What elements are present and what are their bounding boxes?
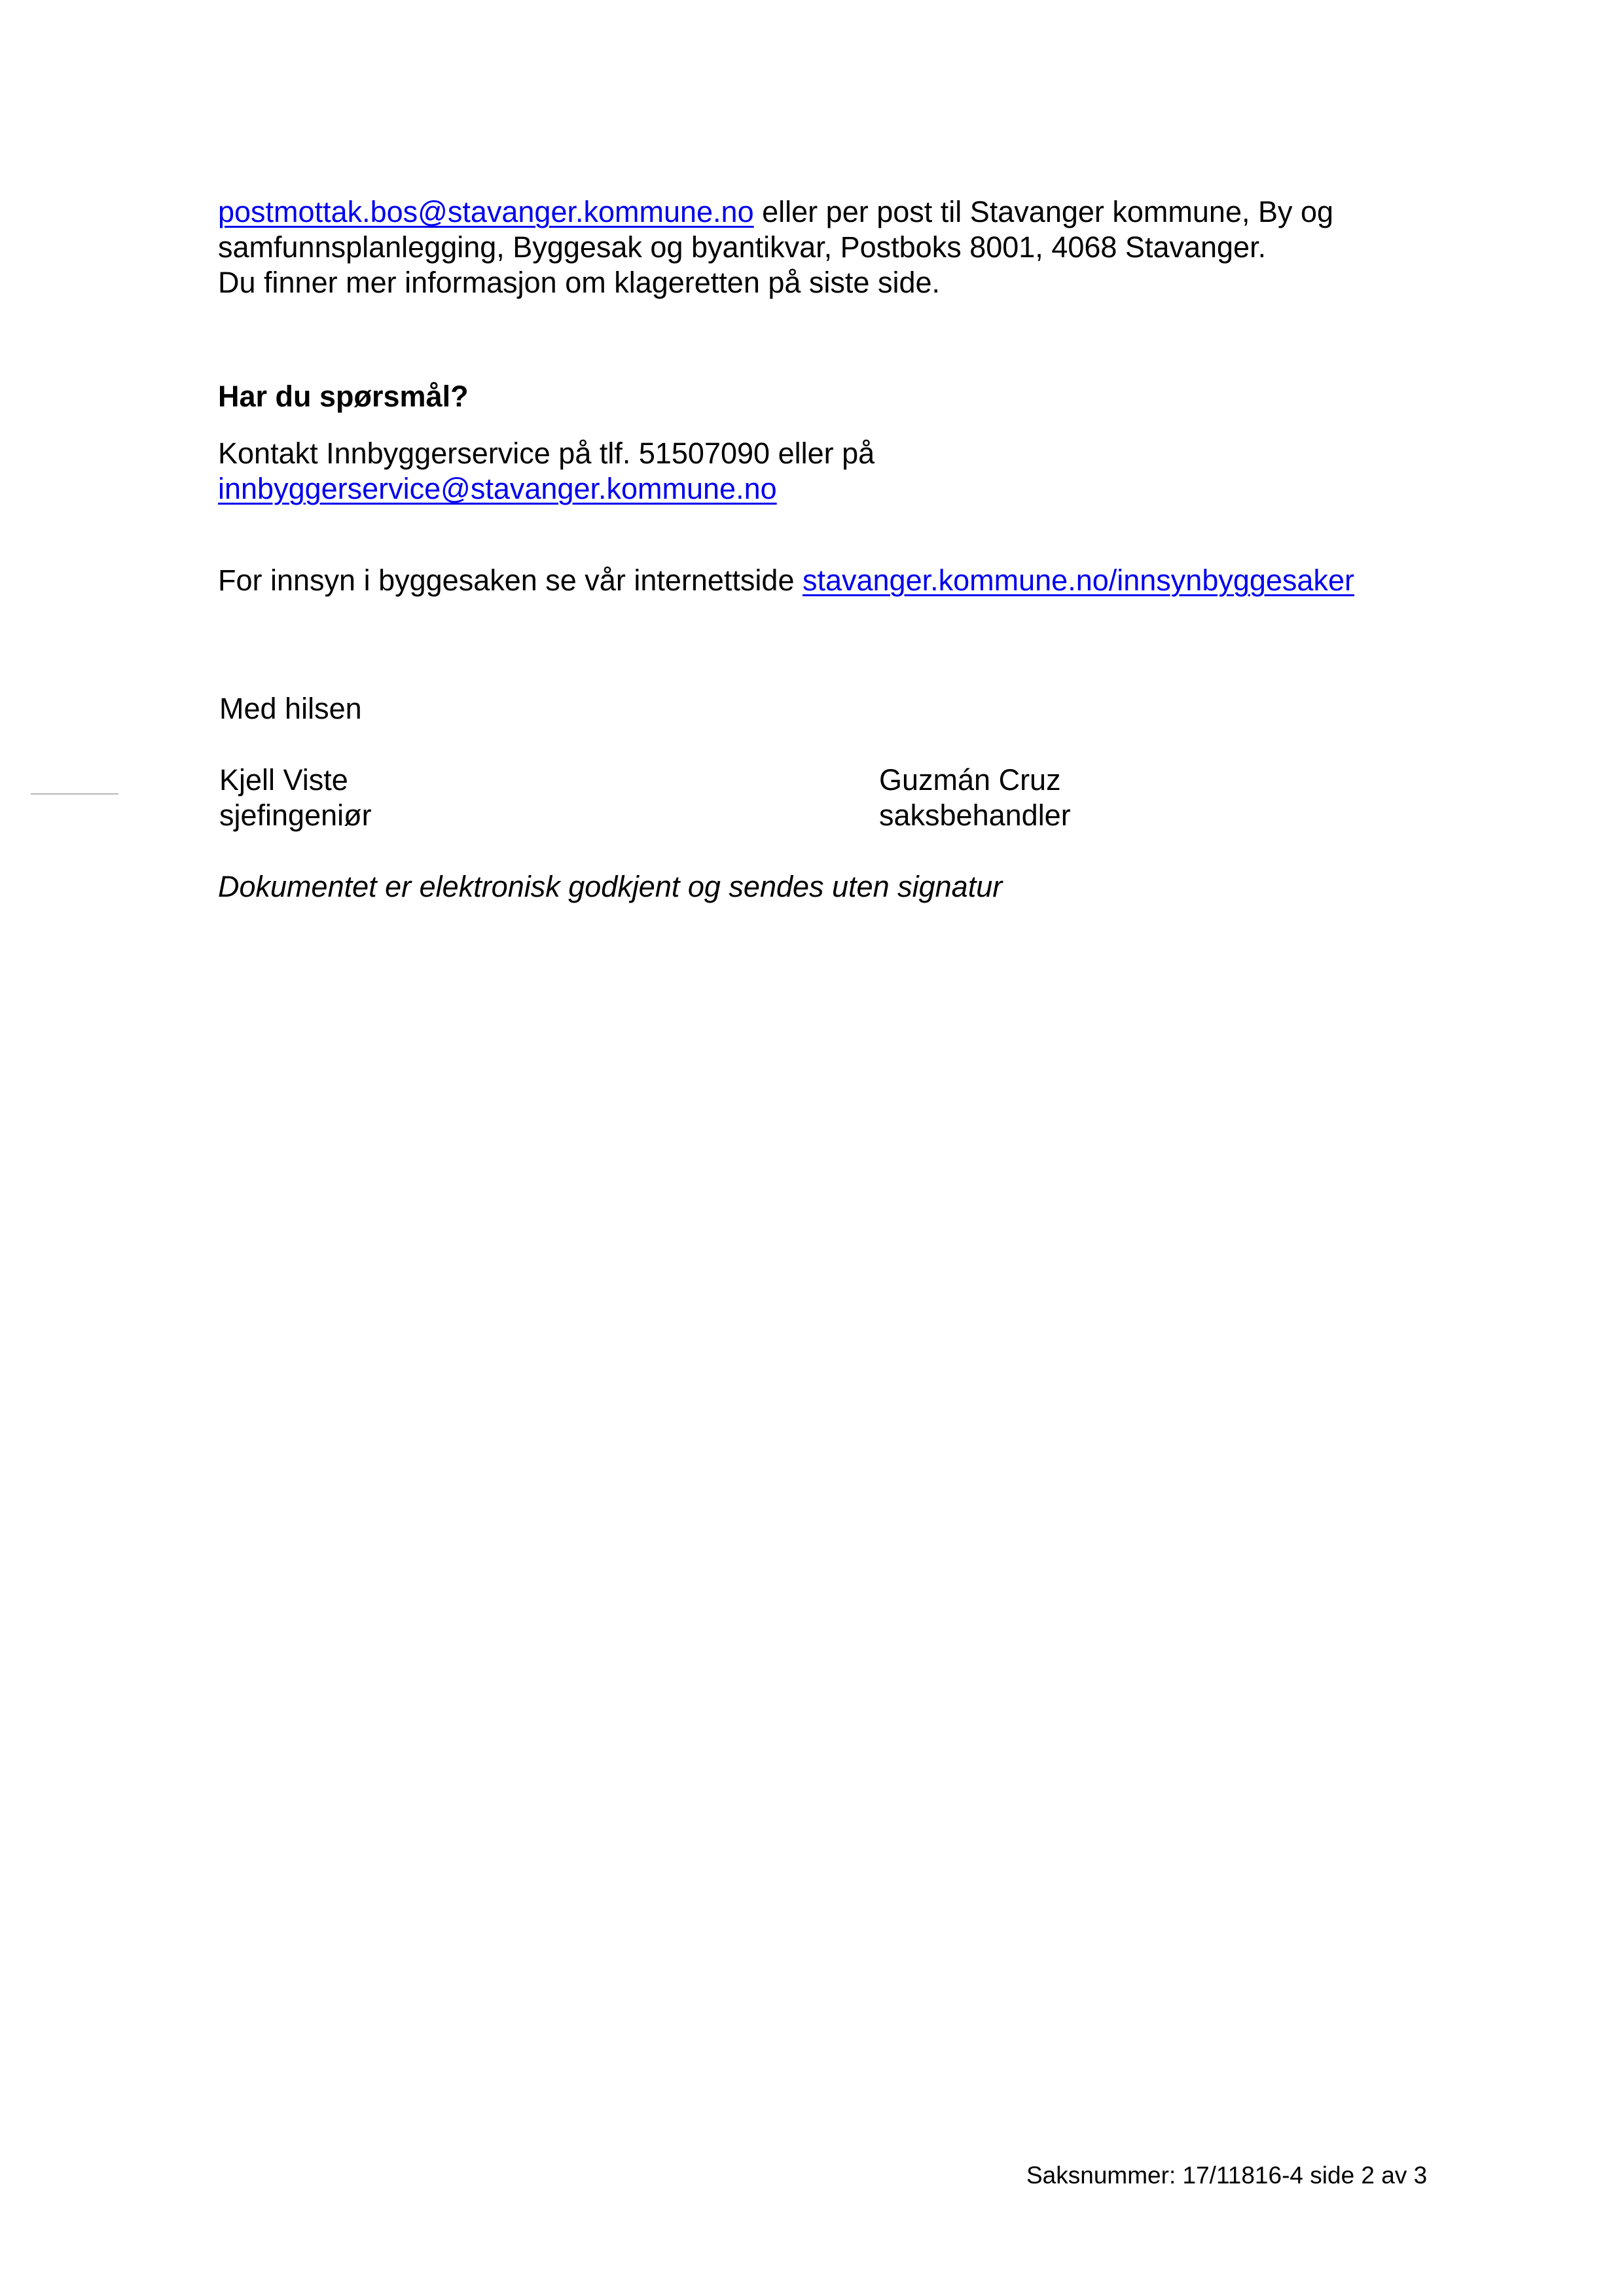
complaint-line-1 (218, 194, 1333, 230)
signer-2-title: saksbehandler (879, 798, 1071, 832)
electronic-approval-note: Dokumentet er elektronisk godkjent og sendes uten signatur (218, 870, 1003, 903)
greeting: Med hilsen (219, 692, 362, 725)
footer-case-number: Saksnummer: 17/11816-4 side 2 av 3 (1026, 2162, 1428, 2189)
complaint-line-2: samfunnsplanlegging, Byggesak og byantikvar, Postboks 8001, 4068 Stavanger. (218, 230, 1267, 264)
signer-1-title: sjefingeniør (219, 798, 372, 832)
innsyn-website-link[interactable]: stavanger.kommune.no/innsynbyggesaker (802, 564, 1354, 597)
margin-line (31, 793, 118, 795)
insight-text: For innsyn i byggesaken se vår internettside (218, 564, 803, 597)
innbyggerservice-email-link[interactable]: innbyggerservice@stavanger.kommune.no (218, 472, 777, 505)
questions-heading: Har du spørsmål? (218, 380, 469, 413)
signer-2-name: Guzmán Cruz (879, 763, 1061, 797)
signer-1-name: Kjell Viste (219, 763, 348, 797)
insight-line (218, 563, 1354, 598)
postmottak-email-link[interactable]: postmottak.bos@stavanger.kommune.no (218, 195, 754, 228)
complaint-line-1-text: eller per post til Stavanger kommune, By og (753, 195, 1334, 228)
contact-text: Kontakt Innbyggerservice på tlf. 51507090 eller på (218, 437, 875, 470)
contact-email-line (218, 471, 777, 507)
complaint-line-3: Du finner mer informasjon om klageretten på siste side. (218, 266, 941, 299)
